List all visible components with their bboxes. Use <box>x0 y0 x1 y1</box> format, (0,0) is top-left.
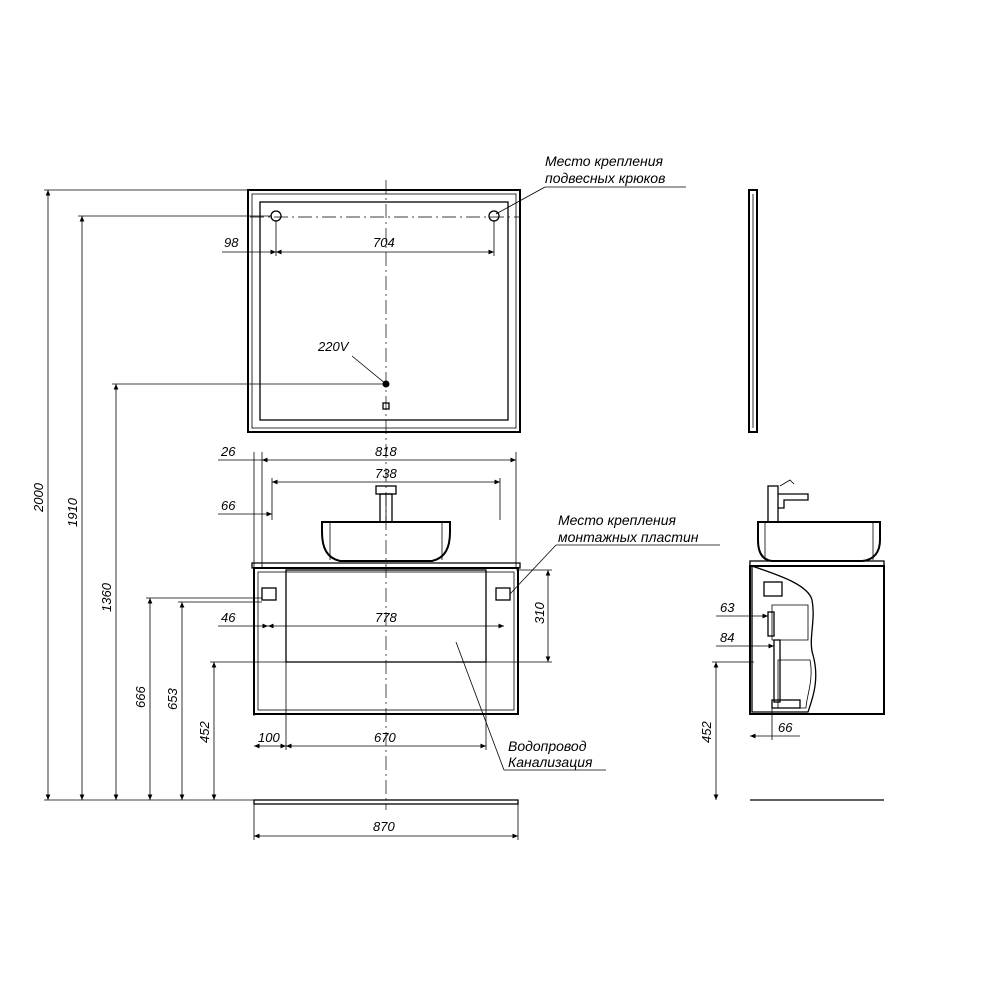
dim-670: 670 <box>374 730 396 745</box>
dim-310: 310 <box>532 602 547 624</box>
hooks-note-line1: Место крепления <box>545 153 664 169</box>
dim-870: 870 <box>373 819 395 834</box>
plates-note-line2: монтажных пластин <box>558 529 699 545</box>
dim-2000: 2000 <box>31 483 46 512</box>
dim-100: 100 <box>258 730 280 745</box>
hook-left-icon <box>271 211 281 221</box>
mirror-side-view <box>749 190 757 432</box>
dim-738: 738 <box>375 466 397 481</box>
hook-right-icon <box>489 211 499 221</box>
dim-704: 704 <box>373 235 395 250</box>
dim-98: 98 <box>224 235 239 250</box>
dim-778: 778 <box>375 610 397 625</box>
dim-66-right: 66 <box>778 720 793 735</box>
plates-note-line1: Место крепления <box>558 512 677 528</box>
callouts <box>456 153 720 770</box>
hooks-note-line2: подвесных крюков <box>545 170 666 186</box>
mounting-plate-right <box>496 588 510 600</box>
pipes-note-line2: Канализация <box>508 754 593 770</box>
power-label: 220V <box>318 339 349 354</box>
dim-452: 452 <box>197 721 212 743</box>
faucet-icon <box>376 486 396 522</box>
dim-46: 46 <box>221 610 236 625</box>
dim-452-right: 452 <box>699 721 714 743</box>
mirror-front-view <box>248 180 520 810</box>
pipes-note-line1: Водопровод <box>508 738 587 754</box>
dim-84: 84 <box>720 630 735 645</box>
dim-1910: 1910 <box>65 498 80 527</box>
dim-653: 653 <box>165 688 180 710</box>
dim-66: 66 <box>221 498 236 513</box>
dimensions-mirror <box>222 220 494 256</box>
faucet-side-icon <box>768 480 808 522</box>
dim-1360: 1360 <box>99 583 114 612</box>
vanity-side-view <box>750 480 884 800</box>
dimensions-vanity-top <box>218 444 552 716</box>
mounting-plate-left <box>262 588 276 600</box>
dimensions-left <box>31 190 383 800</box>
dim-666: 666 <box>133 686 148 708</box>
dim-63: 63 <box>720 600 735 615</box>
dim-818: 818 <box>375 444 397 459</box>
dim-26: 26 <box>221 444 236 459</box>
